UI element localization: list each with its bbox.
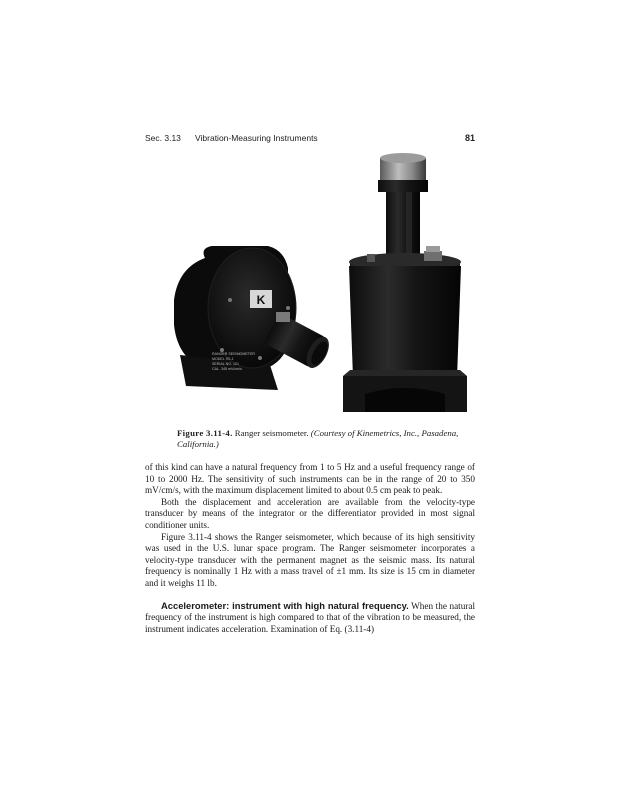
horizontal-seismometer — [174, 246, 334, 390]
section-title: Vibration-Measuring Instruments — [195, 133, 318, 143]
device-label-line-1: RANGER SEISMOMETER — [212, 352, 255, 356]
device-label-line-3: SERIAL NO. 121 — [212, 362, 240, 366]
device-label-line-2: MODEL SS-1 — [212, 357, 234, 361]
paragraph-1: of this kind can have a natural frequency from 1 to 5 Hz and a useful frequency range of 10 to 2000 Hz. The sensitivity of such instruments can be in the range of 20 to 350 mV/cm/s, with the maximum displacement limited to about 0.5 cm peak to peak. — [145, 462, 475, 496]
page-number: 81 — [464, 133, 475, 143]
paragraph-4 — [145, 600, 475, 636]
subsection-heading: Accelerometer: instrument with high natural frequency. — [161, 599, 409, 611]
section-number: Sec. 3.13 — [145, 133, 181, 143]
seismometer-illustration — [160, 150, 470, 420]
figure-caption — [177, 428, 467, 450]
device-label-line-4: CAL. 345 mV/cm/s — [212, 367, 242, 371]
seismometer-photo — [160, 150, 470, 420]
paragraph-2: Both the displacement and acceleration are available from the velocity-type transducer by means of the integrator or the differentiator provided in most signal conditioner units. — [145, 496, 475, 530]
paragraph-3: Figure 3.11-4 shows the Ranger seismometer, which because of its high sensitivity was used in the U.S. lunar space program. The Ranger seismometer incorporates a velocity-type transducer with the permanent magnet as the seismic mass. Its natural frequency is nominally 1 Hz with a mass travel of ±1 mm. Its size is 15 cm in diameter and it weighs 11 lb. — [145, 531, 475, 588]
upright-seismometer — [343, 153, 467, 412]
manufacturer-logo: K — [256, 293, 266, 307]
running-header — [145, 133, 475, 147]
paragraph-4-text: When the natural frequency of the instrument is high compared to that of the vibration to be measured, the instrument indicates acceleration. Examination of Eq. (3.11-4) — [145, 600, 475, 634]
body-text — [145, 462, 475, 635]
caption-text: Ranger seismometer. — [234, 428, 309, 438]
caption-label: Figure 3.11-4. — [177, 428, 233, 438]
caption-credit: (Courtesy of Kinemetrics, Inc., Pasadena, California.) — [177, 428, 459, 449]
